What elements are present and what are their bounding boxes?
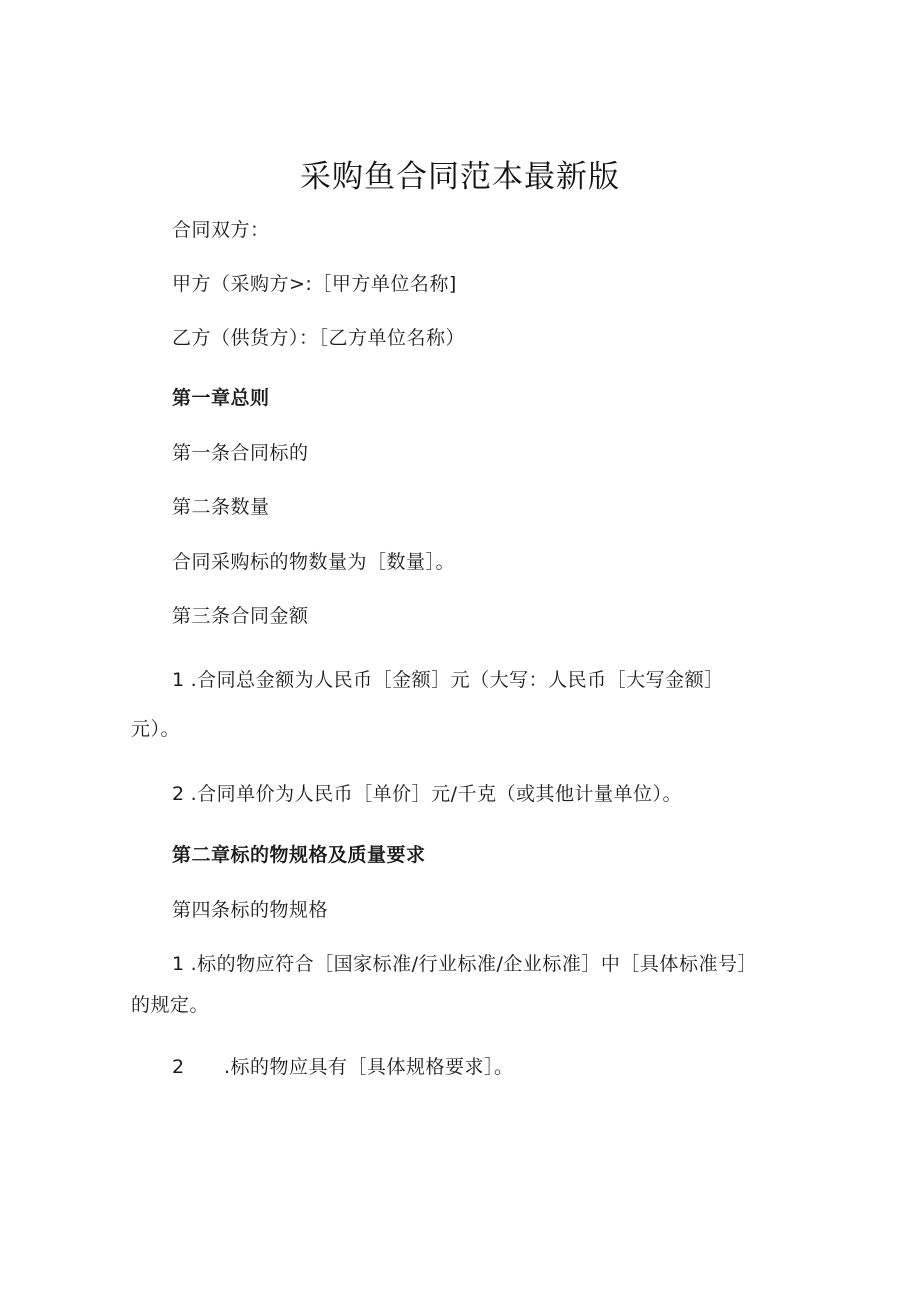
article-4-item-2 bbox=[172, 1055, 514, 1079]
item-text: .标的物应具有［具体规格要求］。 bbox=[224, 1056, 514, 1078]
item-text: .合同总金额为人民币［金额］元（大写：人民币［大写金额］ bbox=[190, 669, 724, 691]
item-text: .合同单价为人民币［单价］元/千克（或其他计量单位）。 bbox=[190, 783, 683, 805]
article-1-heading: 第一条合同标的 bbox=[172, 442, 309, 464]
article-4-item-1-continuation: 的规定。 bbox=[131, 994, 210, 1016]
item-text: .标的物应符合［国家标准/行业标准/企业标准］中［具体标准号］ bbox=[190, 953, 757, 975]
document-title: 采购鱼合同范本最新版 bbox=[300, 159, 620, 195]
article-3-heading: 第三条合同金额 bbox=[172, 605, 309, 627]
item-number: 1 bbox=[172, 953, 185, 975]
article-3-item-2 bbox=[172, 782, 682, 806]
item-number: 1 bbox=[172, 669, 185, 691]
parties-label: 合同双方： bbox=[172, 219, 270, 241]
chapter-1-heading: 第一章总则 bbox=[172, 387, 270, 409]
party-b-line: 乙方（供货方）：［乙方单位名称） bbox=[172, 327, 466, 349]
item-number: 2 bbox=[172, 783, 185, 805]
party-a-line: 甲方（采购方>:［甲方单位名称] bbox=[172, 273, 457, 295]
chapter-2-heading: 第二章标的物规格及质量要求 bbox=[172, 844, 426, 866]
item-number: 2 bbox=[172, 1056, 185, 1078]
article-4-heading: 第四条标的物规格 bbox=[172, 899, 329, 921]
article-3-item-1-continuation: 元）。 bbox=[131, 718, 181, 740]
article-4-item-1 bbox=[172, 952, 757, 976]
article-2-text: 合同采购标的物数量为［数量］。 bbox=[172, 551, 456, 573]
article-2-heading: 第二条数量 bbox=[172, 496, 270, 518]
article-3-item-1 bbox=[172, 668, 724, 692]
